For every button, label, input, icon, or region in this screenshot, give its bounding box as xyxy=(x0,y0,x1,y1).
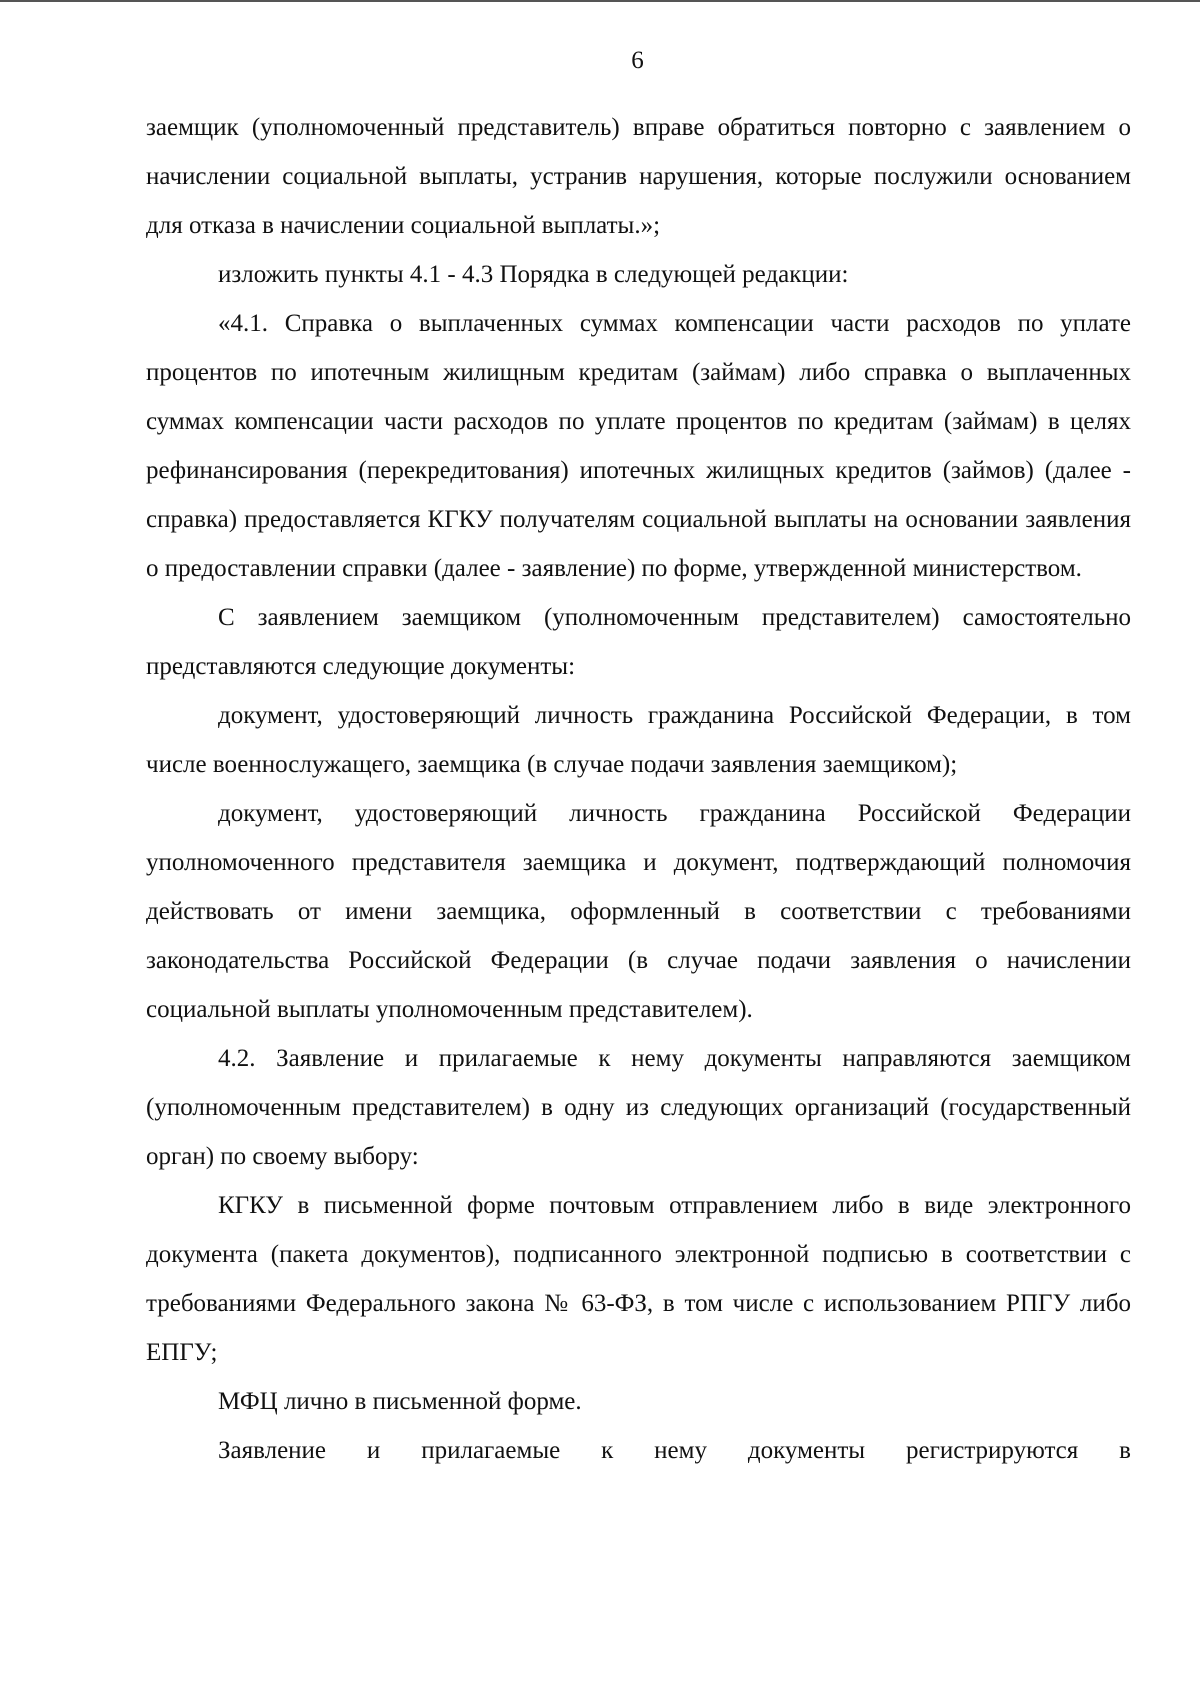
paragraph-identity-document-representative: документ, удостоверяющий личность гражданина Российской Федерации уполномоченного представителя заемщика и документ, подтверждающий полномочия действовать от имени заемщика, оформленный в соответствии с требованиями законодательства Российской Федерации (в случае подачи заявления о начислении социальной выплаты уполномоченным представителем). xyxy=(146,800,1131,1023)
paragraph-kgku-submission: КГКУ в письменной форме почтовым отправлением либо в виде электронного документа (пакета документов), подписанного электронной подписью в соответствии с требованиями Федерального закона № 63-ФЗ, в том числе с использованием РПГУ либо ЕПГУ; xyxy=(146,1192,1131,1366)
paragraph-identity-document-borrower: документ, удостоверяющий личность гражданина Российской Федерации, в том числе военнослужащего, заемщика (в случае подачи заявления заемщиком); xyxy=(146,702,1131,778)
top-border-line xyxy=(0,0,1200,2)
paragraph-documents-list-intro: С заявлением заемщиком (уполномоченным представителем) самостоятельно представляются следующие документы: xyxy=(146,604,1131,680)
paragraph-registration: Заявление и прилагаемые к нему документы регистрируются в xyxy=(218,1437,1131,1464)
paragraph-4-1: «4.1. Справка о выплаченных суммах компенсации части расходов по уплате процентов по ипотечным жилищным кредитам (займам) либо справка о выплаченных суммах компенсации части расходов по уплате процентов по кредитам (займам) в целях рефинансирования (перекредитования) ипотечных жилищных кредитов (займов) (далее - справка) предоставляется КГКУ получателям социальной выплаты на основании заявления о предоставлении справки (далее - заявление) по форме, утвержденной министерством. xyxy=(146,310,1131,582)
paragraph-mfc-submission: МФЦ лично в письменной форме. xyxy=(218,1388,582,1415)
document-body xyxy=(146,103,1131,1475)
page-number: 6 xyxy=(631,47,644,74)
paragraph-continuation: заемщик (уполномоченный представитель) вправе обратиться повторно с заявлением о начислении социальной выплаты, устранив нарушения, которые послужили основанием для отказа в начислении социальной выплаты.»; xyxy=(146,114,1131,239)
paragraph-4-2: 4.2. Заявление и прилагаемые к нему документы направляются заемщиком (уполномоченным представителем) в одну из следующих организаций (государственный орган) по своему выбору: xyxy=(146,1045,1131,1170)
paragraph-amendment-intro: изложить пункты 4.1 - 4.3 Порядка в следующей редакции: xyxy=(218,261,849,288)
